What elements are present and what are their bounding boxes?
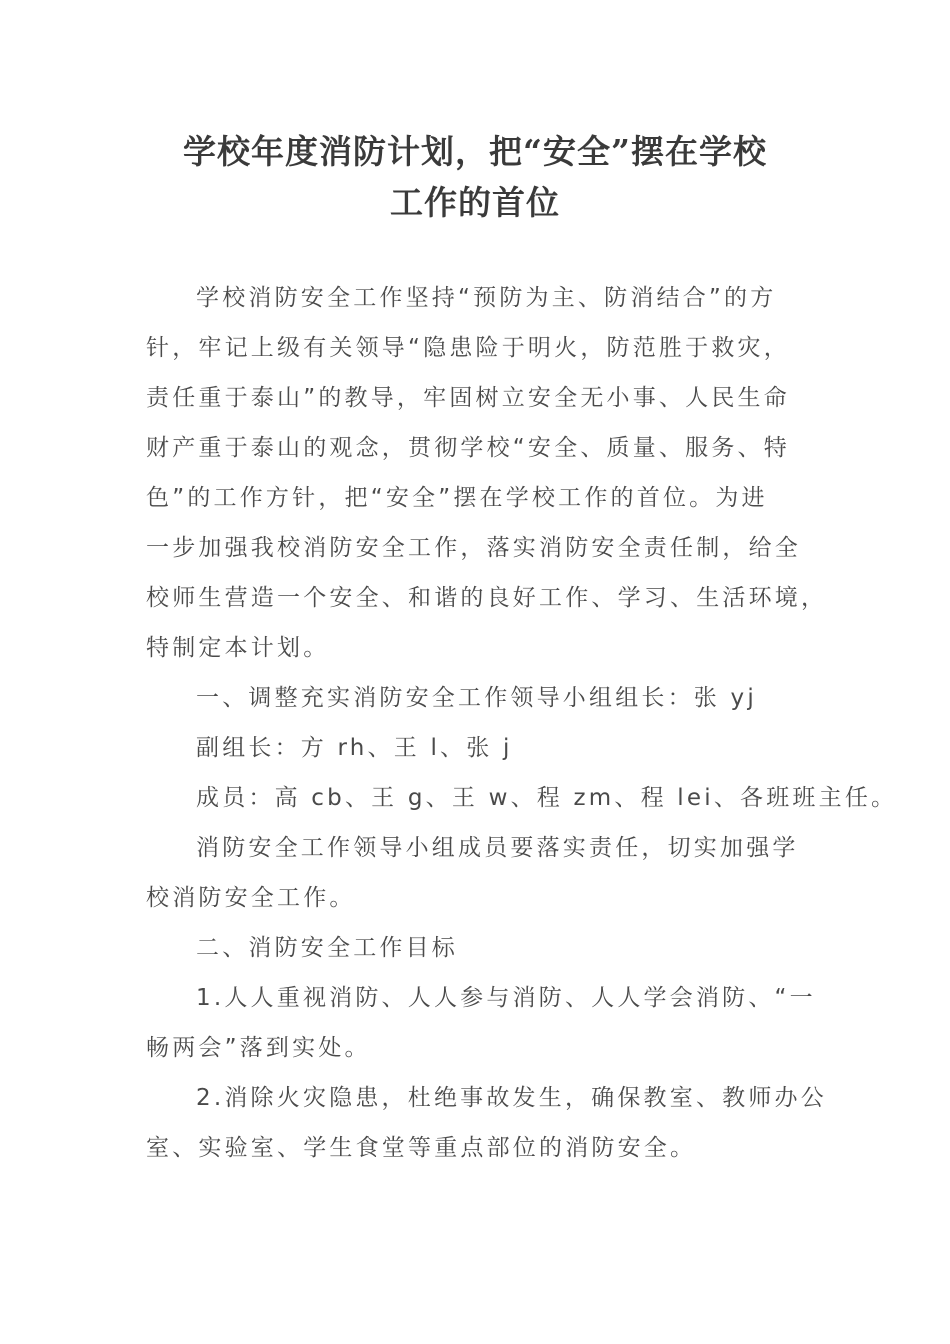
paragraph-line: 针，牢记上级有关领导“隐患险于明火，防范胜于救灾， xyxy=(146,335,790,361)
document-body xyxy=(146,280,898,1180)
paragraph-line: 畅两会”落到实处。 xyxy=(146,1035,371,1061)
document-title-line-2: 工作的首位 xyxy=(390,183,560,222)
paragraph-line: 1.人人重视消防、人人参与消防、人人学会消防、“一 xyxy=(196,985,816,1011)
paragraph-line: 一步加强我校消防安全工作，落实消防安全责任制，给全 xyxy=(146,535,801,561)
paragraph-line: 色”的工作方针，把“安全”摆在学校工作的首位。为进 xyxy=(146,485,768,511)
document-title-line-1: 学校年度消防计划，把“安全”摆在学校 xyxy=(183,132,767,171)
paragraph-line: 责任重于泰山”的教导，牢固树立安全无小事、人民生命 xyxy=(146,385,790,411)
paragraph-line: 校师生营造一个安全、和谐的良好工作、学习、生活环境， xyxy=(146,585,828,611)
paragraph-line: 室、实验室、学生食堂等重点部位的消防安全。 xyxy=(146,1135,697,1161)
paragraph-line: 消防安全工作领导小组成员要落实责任，切实加强学 xyxy=(196,835,799,861)
paragraph-line: 一、调整充实消防安全工作领导小组组长：张 yj xyxy=(196,685,757,711)
paragraph-line: 成员：高 cb、王 g、王 w、程 zm、程 lei、各班班主任。 xyxy=(196,785,898,811)
paragraph-line: 财产重于泰山的观念，贯彻学校“安全、质量、服务、特 xyxy=(146,435,790,461)
paragraph-line: 校消防安全工作。 xyxy=(146,885,356,911)
paragraph-line: 特制定本计划。 xyxy=(146,635,330,661)
paragraph-line: 学校消防安全工作坚持“预防为主、防消结合”的方 xyxy=(196,285,777,311)
paragraph-line: 副组长：方 rh、王 l、张 j xyxy=(196,735,513,761)
paragraph-line: 2.消除火灾隐患，杜绝事故发生，确保教室、教师办公 xyxy=(196,1085,827,1111)
paragraph-line: 二、消防安全工作目标 xyxy=(196,935,458,961)
